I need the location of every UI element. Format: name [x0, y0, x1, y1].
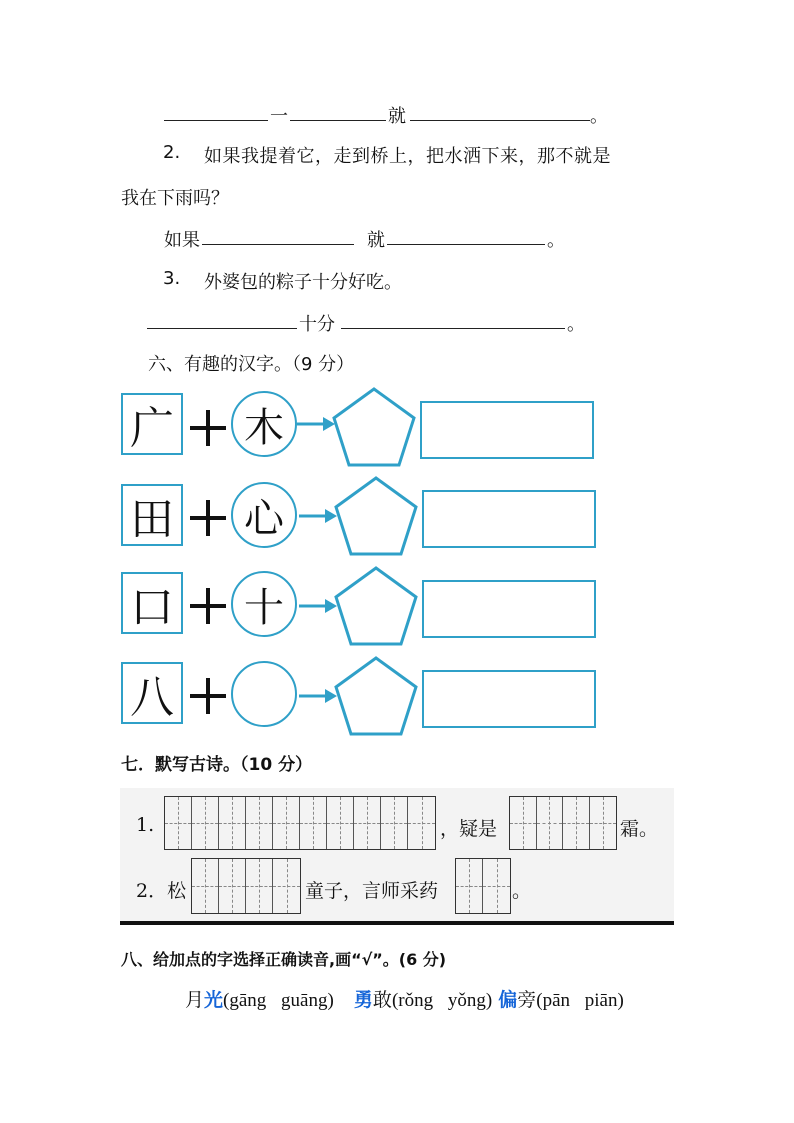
- char-circle[interactable]: [231, 661, 297, 727]
- line3-end: 。: [567, 314, 585, 335]
- question-text: 外婆包的粽子十分好吃。: [204, 272, 402, 293]
- answer-box[interactable]: [422, 490, 596, 548]
- poem-line1-number: 1.: [136, 814, 155, 836]
- blank-line[interactable]: [147, 328, 297, 329]
- poem-grid-line1b[interactable]: [509, 796, 617, 850]
- pinyin-options[interactable]: (gāng guāng): [223, 990, 334, 1011]
- line2-word2: 就: [367, 230, 385, 251]
- plus-icon: [190, 588, 226, 624]
- char-box: 口: [121, 572, 183, 634]
- dotted-char: 勇: [353, 989, 373, 1011]
- section-8-title: 八、给加点的字选择正确读音,画“√”。(6 分): [121, 950, 447, 969]
- poem-grid-line1[interactable]: [164, 796, 436, 850]
- divider: [120, 921, 674, 925]
- char-circle: 十: [231, 571, 297, 637]
- poem-line2-start: 2．松: [136, 880, 187, 902]
- line2-end: 。: [547, 230, 565, 251]
- item-1: 月光(gāng guāng): [185, 989, 334, 1011]
- pinyin-options[interactable]: (pān piān): [536, 990, 624, 1011]
- answer-box[interactable]: [422, 580, 596, 638]
- pinyin-row: [185, 985, 624, 1012]
- poem-line1-end: 霜。: [620, 818, 659, 840]
- pentagon-answer-box[interactable]: [330, 385, 420, 471]
- section-7-title: 七．默写古诗。（10 分）: [121, 755, 313, 775]
- plus-icon: [190, 678, 226, 714]
- line2-word1: 如果: [164, 230, 200, 251]
- poem-line1-text: ，疑是: [440, 818, 498, 840]
- poem-grid-line2b[interactable]: [455, 858, 511, 914]
- dotted-char: 光: [204, 989, 224, 1011]
- pentagon-answer-box[interactable]: [332, 654, 422, 740]
- poem-grid-line2[interactable]: [191, 858, 301, 914]
- char-circle: 木: [231, 391, 297, 457]
- pinyin-options[interactable]: (rǒng yǒng): [391, 990, 493, 1011]
- line1-word1: 一: [270, 106, 288, 127]
- section-6-title: 六、有趣的汉字。（9 分）: [148, 354, 355, 375]
- blank-line[interactable]: [341, 328, 565, 329]
- dotted-char: 偏: [498, 989, 518, 1011]
- char-box: 八: [121, 662, 183, 724]
- item-2: 勇敢(rǒng yǒng): [353, 989, 493, 1011]
- blank-line[interactable]: [290, 120, 386, 121]
- blank-line[interactable]: [164, 120, 268, 121]
- question-text-cont: 我在下雨吗？: [121, 188, 229, 209]
- pentagon-answer-box[interactable]: [332, 564, 422, 650]
- poem-line2-end: 。: [512, 880, 532, 902]
- pentagon-answer-box[interactable]: [332, 474, 422, 560]
- question-number: 2.: [163, 142, 181, 163]
- poem-line2-text: 童子，言师采药: [305, 880, 439, 902]
- blank-line[interactable]: [410, 120, 590, 121]
- line3-word1: 十分: [299, 314, 335, 335]
- blank-line[interactable]: [387, 244, 545, 245]
- question-text: 如果我提着它，走到桥上，把水洒下来，那不就是: [204, 146, 611, 167]
- char-circle: 心: [231, 482, 297, 548]
- char-box: 广: [121, 393, 183, 455]
- item-3: 偏旁(pān piān): [498, 989, 624, 1011]
- line1-word2: 就: [388, 106, 406, 127]
- plus-icon: [190, 410, 226, 446]
- line1-end: 。: [590, 106, 608, 127]
- plus-icon: [190, 500, 226, 536]
- blank-line[interactable]: [202, 244, 354, 245]
- answer-box[interactable]: [420, 401, 594, 459]
- char-box: 田: [121, 484, 183, 546]
- question-number: 3.: [163, 268, 181, 289]
- answer-box[interactable]: [422, 670, 596, 728]
